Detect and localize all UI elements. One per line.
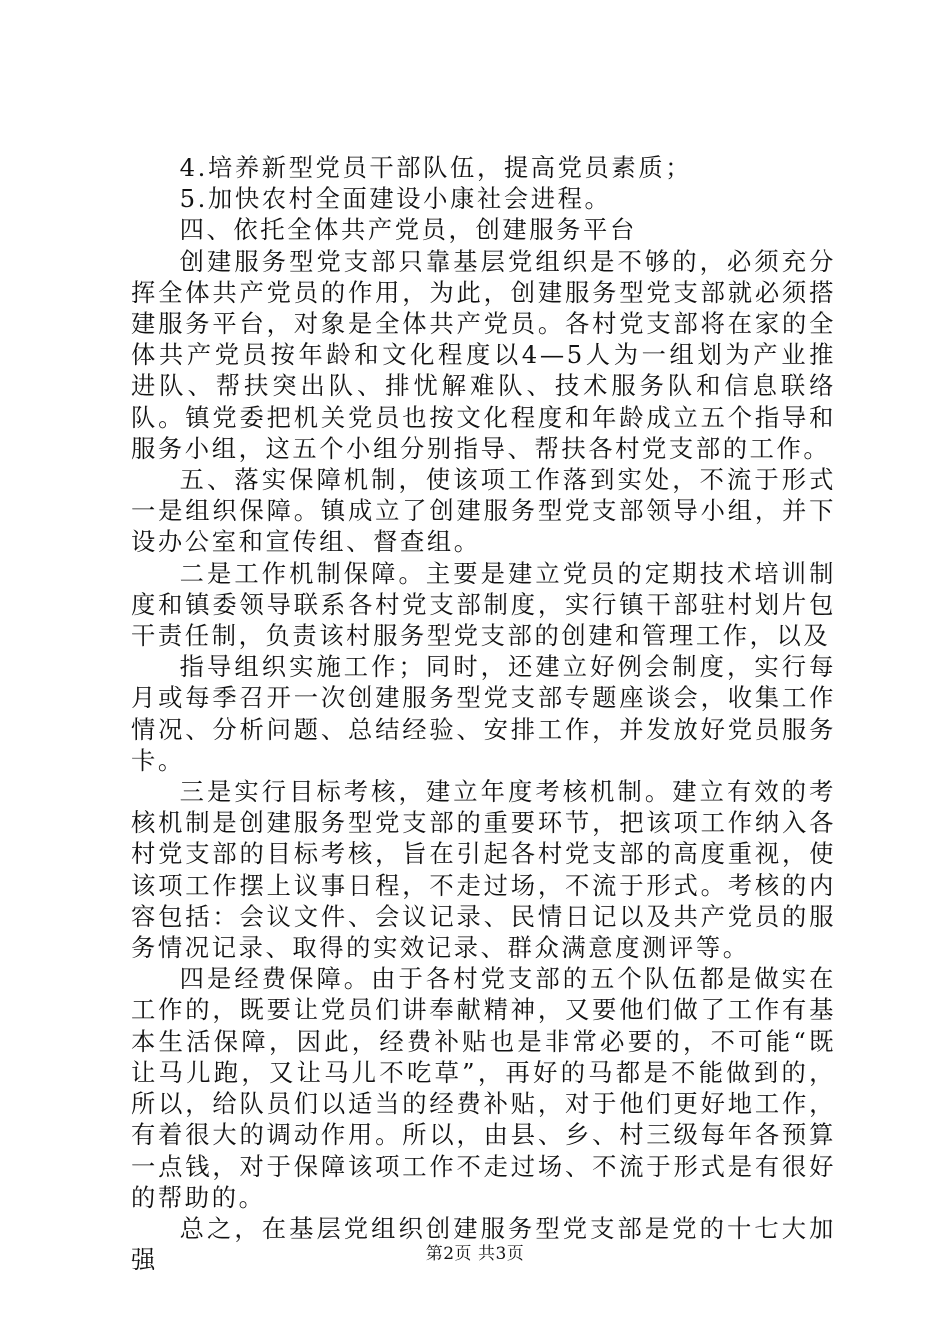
section-heading-5: 五、落实保障机制，使该项工作落到实处，不流于形式一是组织保障。镇成立了创建服务型党支部领导小组，并下设办公室和宣传组、督查组。 (131, 465, 836, 557)
paragraph-item-5: 5.加快农村全面建设小康社会进程。 (179, 184, 612, 214)
paragraph-work-mechanism: 二是工作机制保障。主要是建立党员的定期技术培训制度和镇委领导联系各村党支部制度，实行镇干部驻村划片包干责任制，负责该村服务型党支部的创建和管理工作，以及 (131, 558, 836, 651)
page-number-footer: 第2页 共3页 (425, 1244, 525, 1264)
paragraph-funding: 四是经费保障。由于各村党支部的五个队伍都是做实在工作的，既要让党员们讲奉献精神，又要他们做了工作有基本生活保障，因此，经费补贴也是非常必要的，不可能“既让马儿跑，又让马儿不吃草”，再好的马都是不能做到的，所以，给队员们以适当的经费补贴，对于他们更好地工作，有着很大的调动作用。所以，由县、乡、村三级每年各预算一点钱，对于保障该项工作不走过场、不流于形式是有很好的帮助的。 (131, 964, 836, 1212)
section-heading-4: 四、依托全体共产党员，创建服务平台 (179, 215, 637, 245)
paragraph-item-4: 4.培养新型党员干部队伍，提高党员素质； (179, 153, 693, 182)
paragraph-service-platform: 创建服务型党支部只靠基层党组织是不够的，必须充分挥全体共产党员的作用，为此，创建服务型党支部就必须搭建服务平台，对象是全体共产党员。各村党支部将在家的全体共产党员按年龄和文化程度以4—5人为一组划为产业推进队、帮扶突出队、排忧解难队、技术服务队和信息联络队。镇党委把机关党员也按文化程度和年龄成立五个指导和服务小组，这五个小组分别指导、帮扶各村党支部的工作。 (131, 246, 836, 463)
paragraph-assessment: 三是实行目标考核，建立年度考核机制。建立有效的考核机制是创建服务型党支部的重要环节，把该项工作纳入各村党支部的目标考核，旨在引起各村党支部的高度重视，使该项工作摆上议事日程，不走过场，不流于形式。考核的内容包括：会议文件、会议记录、民情日记以及共产党员的服务情况记录、取得的实效记录、群众满意度测评等。 (131, 777, 836, 963)
paragraph-guidance: 指导组织实施工作；同时，还建立好例会制度，实行每月或每季召开一次创建服务型党支部专题座谈会，收集工作情况、分析问题、总结经验、安排工作，并发放好党员服务卡。 (131, 652, 836, 775)
paragraph-conclusion: 总之，在基层党组织创建服务型党支部是党的十七大加强 (131, 1213, 836, 1275)
document-body (131, 152, 836, 1275)
